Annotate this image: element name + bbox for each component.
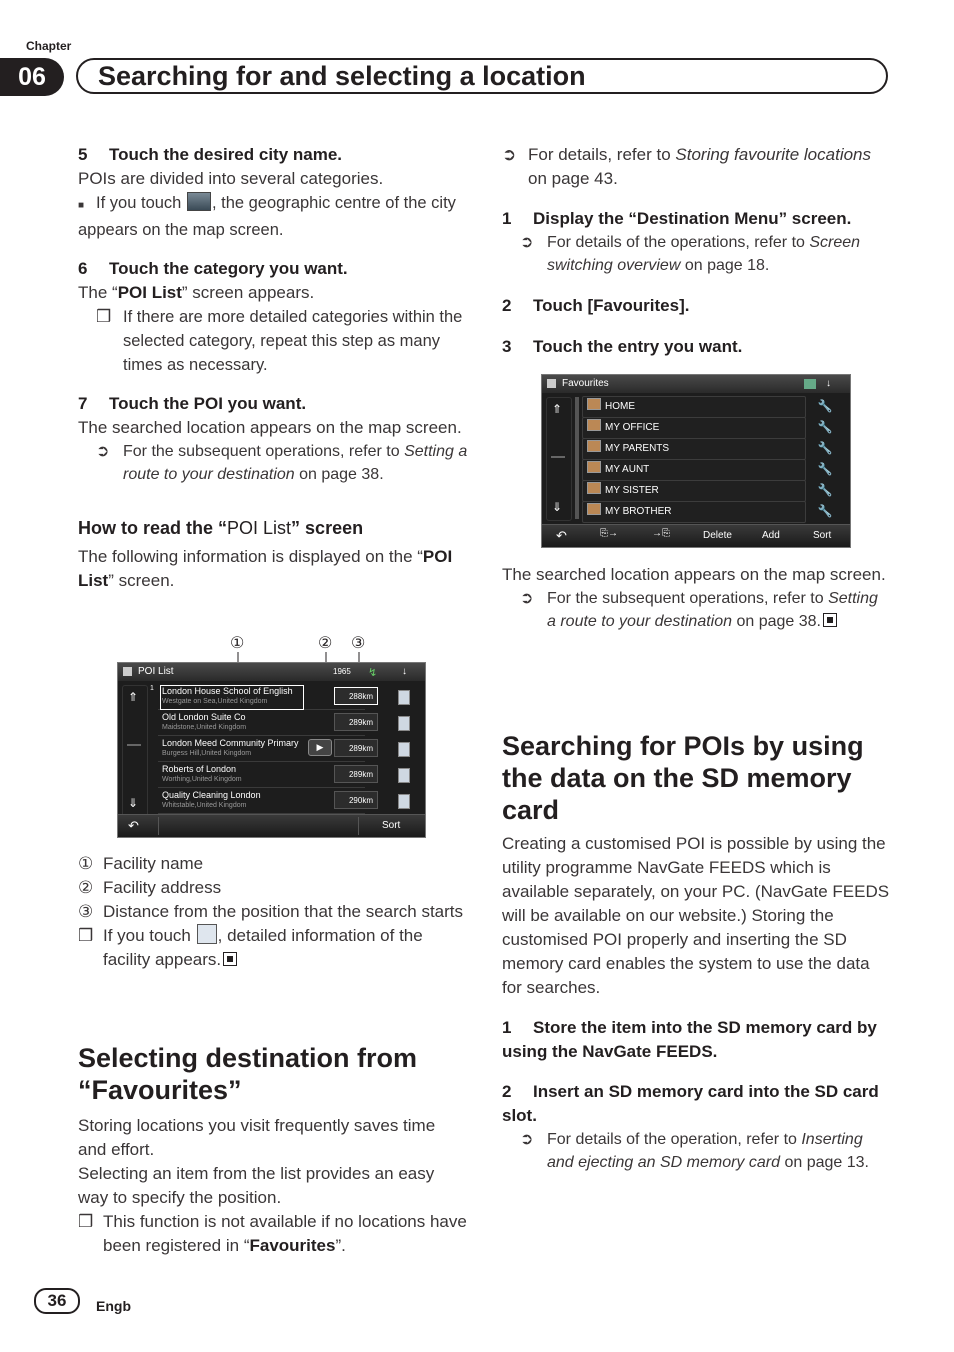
step-5-bullet: ■ If you touch , the geographic centre of the city appears on the map screen. [78, 194, 456, 239]
fav-screen-title: Favourites [562, 378, 609, 389]
callout-2: ② [318, 635, 333, 652]
back-icon[interactable]: ↶ [128, 818, 139, 833]
import-icon[interactable]: ⎘→ [600, 528, 618, 539]
sort-button[interactable]: Sort [813, 530, 832, 541]
favourite-item[interactable]: MY OFFICE [582, 417, 806, 439]
poi-legend [78, 852, 468, 972]
route-icon: ↯ [368, 667, 378, 679]
list-icon [123, 667, 132, 676]
step-5: 5 Touch the desired city name. [78, 145, 343, 164]
scroll-up-icon[interactable]: ⇑ [552, 402, 563, 416]
step-6-note: ❒ If there are more detailed categories within the selected category, repeat this step as many times as necessary. [96, 307, 463, 374]
language-code: Engb [96, 1298, 131, 1314]
detail-doc-icon[interactable] [398, 716, 410, 731]
facility-address: Burgess Hill,United Kingdom [162, 750, 252, 757]
sd-body: Creating a customised POI is possible by using the utility programme NavGate FEEDS which is available separately, on your PC. (NavGate FEEDS will be available on our website.) Storing the customised POI properly and inserting the SD memory card enables the system to use the data for searches. [502, 834, 890, 997]
wrench-icon[interactable]: 🔧 [817, 483, 833, 497]
wrench-icon[interactable]: 🔧 [817, 441, 833, 455]
back-icon[interactable]: ↶ [556, 528, 567, 543]
how-to-read-body: The following information is displayed on the “POI List” screen. [78, 547, 453, 590]
export-icon[interactable]: →⎘ [652, 528, 670, 539]
distance-value: 289km [334, 739, 378, 757]
sort-arrow-icon: ↓ [402, 666, 407, 677]
favourites-body-2: Selecting an item from the list provides an easy way to specify the position. [78, 1164, 435, 1207]
poi-list-screen [117, 662, 426, 838]
parents-icon [587, 440, 601, 452]
sort-arrow-icon: ↓ [826, 378, 831, 389]
step-7-body: The searched location appears on the map screen. [78, 418, 462, 437]
wrench-icon[interactable]: 🔧 [817, 399, 833, 413]
fav-after-ref: ➲ For the subsequent operations, refer to Setting a route to your destination on page 38. [520, 590, 878, 630]
facility-address: Worthing,United Kingdom [162, 776, 242, 783]
distance-value: 289km [334, 765, 378, 783]
wrench-icon[interactable]: 🔧 [817, 420, 833, 434]
fav-step-1: 1 Display the “Destination Menu” screen. [502, 209, 852, 228]
detail-doc-icon[interactable] [398, 794, 410, 809]
favourite-item[interactable]: MY PARENTS [582, 438, 806, 460]
fav-after [502, 563, 890, 633]
how-to-read-heading: How to read the “POI List” screen [78, 518, 364, 538]
arrow-icon: ➲ [502, 145, 517, 164]
fav-step-3: 3 Touch the entry you want. [502, 337, 743, 356]
step-7: 7 Touch the POI you want. [78, 394, 307, 413]
facility-name: Quality Cleaning London [162, 790, 261, 800]
delete-button[interactable]: Delete [703, 530, 732, 541]
sort-button[interactable]: Sort [382, 820, 401, 831]
distance-value: 289km [334, 713, 378, 731]
wrench-icon[interactable]: 🔧 [817, 504, 833, 518]
document-icon [197, 924, 217, 944]
step-5-body: POIs are divided into several categories. [78, 169, 384, 188]
chapter-title: Searching for and selecting a location [98, 61, 586, 91]
play-icon[interactable]: ▶ [308, 739, 332, 756]
sd-step-2-ref: ➲ For details of the operation, refer to Inserting and ejecting an SD memory card on page 13. [520, 1131, 869, 1171]
brother-icon [587, 503, 601, 515]
poi-count: 1965 [333, 667, 351, 676]
page-number: 36 [34, 1288, 80, 1314]
distance-value: 288km [334, 687, 378, 705]
callout-3: ③ [351, 635, 366, 652]
sd-step-2: 2 Insert an SD memory card into the SD card slot. [502, 1082, 879, 1125]
chapter-label: Chapter [26, 39, 72, 53]
page-indicator: 1 [150, 685, 154, 692]
favourites-note: ❒ This function is not available if no locations have been registered in “Favourites”. [78, 1212, 467, 1255]
favourites-section [78, 1042, 468, 1258]
step-6: 6 Touch the category you want. [78, 259, 348, 278]
legend-item: ② Facility address [78, 878, 222, 897]
facility-highlight [160, 685, 304, 710]
end-mark-icon [823, 613, 837, 627]
facility-name: Roberts of London [162, 764, 237, 774]
favourite-item[interactable]: MY AUNT [582, 459, 806, 481]
sister-icon [587, 482, 601, 494]
favourites-body-1: Storing locations you visit frequently saves time and effort. [78, 1116, 436, 1159]
list-icon [547, 379, 556, 388]
legend-note: ❒ If you touch , detailed information of the facility appears. [78, 926, 423, 969]
sd-section [502, 730, 890, 1174]
detail-doc-icon[interactable] [398, 742, 410, 757]
save-icon[interactable] [804, 379, 816, 389]
end-mark-icon [223, 952, 237, 966]
favourites-screen [541, 374, 851, 548]
legend-item: ③ Distance from the position that the search starts [78, 902, 464, 921]
sd-heading: Searching for POIs by using the data on the SD memory card [502, 731, 864, 825]
favourite-item[interactable]: HOME [582, 396, 806, 418]
scroll-bar[interactable] [122, 685, 148, 817]
fav-step-1-ref: ➲ For details of the operations, refer to Screen switching overview on page 18. [520, 234, 861, 274]
home-icon [587, 398, 601, 410]
facility-name: Old London Suite Co [162, 712, 246, 722]
aunt-icon [587, 461, 601, 473]
favourites-ref: ➲ For details, refer to Storing favourite locations on page 43. [502, 143, 890, 191]
wrench-icon[interactable]: 🔧 [817, 462, 833, 476]
distance-value: 290km [334, 791, 378, 809]
facility-address: Westgate on Sea,United Kingdom [162, 698, 268, 705]
detail-doc-icon[interactable] [398, 768, 410, 783]
facility-name: London Meed Community Primary [162, 738, 299, 748]
fav-bottom-bar [542, 524, 850, 547]
fav-screen-titlebar [542, 375, 850, 393]
sd-step-1: 1 Store the item into the SD memory card by using the NavGate FEEDS. [502, 1018, 877, 1061]
favourites-heading: Selecting destination from “Favourites” [78, 1043, 418, 1105]
callout-1: ① [230, 635, 245, 652]
scroll-down-icon[interactable]: ⇓ [128, 796, 139, 810]
facility-name: London House School of English [162, 686, 293, 696]
scroll-down-icon[interactable]: ⇓ [552, 500, 563, 514]
step-7-ref: ➲ For the subsequent operations, refer to Setting a route to your destination on page 38. [78, 440, 468, 486]
office-icon [587, 419, 601, 431]
poi-bottom-bar [118, 814, 425, 837]
facility-address: Whitstable,United Kingdom [162, 802, 247, 809]
facility-address: Maidstone,United Kingdom [162, 724, 247, 731]
add-button[interactable]: Add [762, 530, 780, 541]
poi-screen-title: POI List [138, 666, 174, 677]
right-column [502, 143, 890, 359]
scroll-up-icon[interactable]: ⇑ [128, 690, 139, 704]
detail-doc-icon[interactable] [398, 690, 410, 705]
arrow-icon: ➲ [96, 443, 110, 460]
fav-after-body: The searched location appears on the map screen. [502, 565, 886, 584]
favourite-item[interactable]: MY SISTER [582, 480, 806, 502]
legend-item: ① Facility name [78, 854, 204, 873]
scroll-bar[interactable] [546, 397, 572, 521]
fav-step-2: 2 Touch [Favourites]. [502, 296, 690, 315]
chapter-number: 06 [0, 58, 64, 96]
poi-screen-titlebar [118, 663, 425, 681]
favourite-item[interactable]: MY BROTHER [582, 501, 806, 523]
step-6-body: The “POI List” screen appears. [78, 283, 315, 302]
